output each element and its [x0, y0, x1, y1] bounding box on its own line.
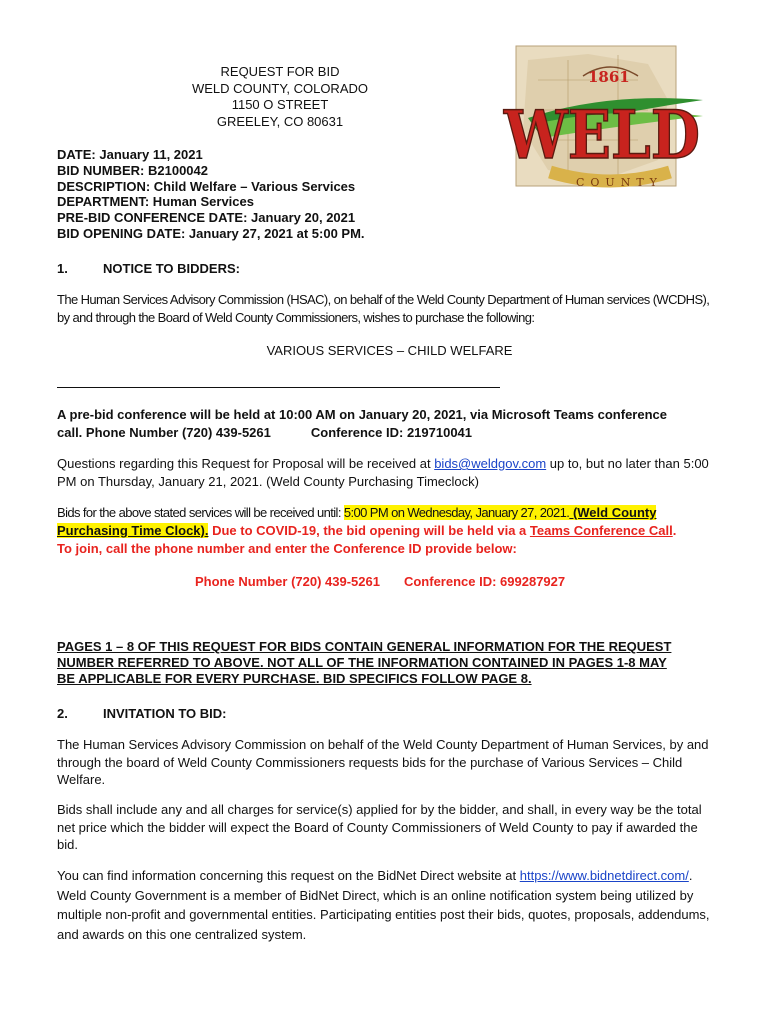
bids-email-link[interactable]: bids@weldgov.com — [434, 456, 547, 471]
header-county: WELD COUNTY, COLORADO — [191, 80, 368, 96]
logo-year: 1861 — [588, 68, 630, 86]
prebid-line-1: A pre-bid conference will be held at 10:00 AM on January 20, 2021, via Microsoft Teams conference — [57, 407, 667, 422]
pages-notice — [57, 639, 722, 687]
prebid-conference-id: Conference ID: 219710041 — [310, 425, 473, 440]
prebid-line-2 — [57, 424, 722, 442]
header-street: 1150 O STREET — [231, 97, 329, 112]
questions-paragraph — [57, 455, 722, 490]
conference-phone: Phone Number (720) 439-5261 — [195, 574, 380, 589]
section-1-number: 1. — [57, 261, 68, 276]
bidnet-link[interactable]: https://www.bidnetdirect.com/ — [519, 868, 689, 883]
section-2-heading — [57, 706, 227, 721]
pages-notice-line-3: BE APPLICABLE FOR EVERY PURCHASE. BID SPECIFICS FOLLOW PAGE 8. — [57, 671, 532, 686]
logo-name: WELD — [503, 96, 700, 174]
questions-text-end: up to, but no later than 5:00 PM on Thursday, January 21, 2021. (Weld County Purchasing Timeclock) — [57, 456, 709, 489]
bid-date: DATE: January 11, 2021 — [57, 147, 203, 162]
join-instructions: To join, call the phone number and enter the Conference ID provide below: — [57, 541, 517, 556]
questions-text: Questions regarding this Request for Proposal will be received at — [57, 456, 435, 471]
bid-opening-date: BID OPENING DATE: January 27, 2021 at 5:00 PM. — [57, 225, 365, 241]
pages-notice-line-1: PAGES 1 – 8 OF THIS REQUEST FOR BIDS CONTAIN GENERAL INFORMATION FOR THE REQUEST — [57, 639, 672, 654]
header-title: REQUEST FOR BID — [220, 64, 340, 79]
notice-paragraph: The Human Services Advisory Commission (HSAC), on behalf of the Weld County Department of Human services (WCDHS), by and through the Board of Weld County Commissioners, wishes to purchase the following: — [57, 292, 710, 325]
weld-county-logo — [498, 40, 708, 195]
covid-notice-end: . — [672, 522, 677, 538]
bid-number: BID NUMBER: B2100042 — [57, 162, 208, 178]
pages-notice-line-2: NUMBER REFERRED TO ABOVE. NOT ALL OF THE INFORMATION CONTAINED IN PAGES 1-8 MAY — [57, 655, 667, 670]
teams-call-link[interactable]: Teams Conference Call — [529, 522, 673, 538]
logo-county: COUNTY — [576, 176, 663, 189]
pre-bid-date: PRE-BID CONFERENCE DATE: January 20, 2021 — [57, 210, 356, 226]
bidnet-text: You can find information concerning this request on the BidNet Direct website at — [57, 868, 520, 883]
section-2-title: INVITATION TO BID: — [103, 706, 227, 721]
bid-meta — [57, 147, 365, 242]
bids-deadline-highlight: 5:00 PM on Wednesday, January 27, 2021. — [343, 505, 570, 520]
bid-description: DESCRIPTION: Child Welfare – Various Services — [57, 178, 356, 194]
bidnet-text-end: . Weld County Government is a member of BidNet Direct, which is an online notification system being utilized by multiple non-profit and governmental entities. Participating entities post their bids, quotes, proposals, addendums, and awards on this one centralized system. — [57, 868, 710, 942]
section-2-number: 2. — [57, 706, 68, 721]
invitation-paragraph-3 — [57, 866, 722, 944]
invitation-paragraph-2: Bids shall include any and all charges for service(s) applied for by the bidder, and shall, in every way be the total net price which the bidder will expect the Board of County Commissioners of Weld County to pay if awarded the bid. — [57, 802, 702, 852]
bids-deadline-text: Bids for the above stated services will be received until: — [57, 505, 344, 520]
purchasing-time-clock: (Weld County Purchasing Time Clock). — [57, 505, 657, 538]
invitation-paragraph-1: The Human Services Advisory Commission on behalf of the Weld County Department of Human Services, by and through the board of Weld County Commissioners requests bids for the purchase of Various Services – Child Welfare. — [57, 737, 709, 787]
prebid-notice — [57, 406, 722, 442]
prebid-phone: call. Phone Number (720) 439-5261 — [57, 425, 271, 440]
bids-deadline-paragraph — [57, 504, 722, 558]
conference-id: Conference ID: 699287927 — [403, 574, 566, 589]
document-header — [130, 64, 430, 130]
conference-details — [195, 574, 565, 589]
header-city: GREELEY, CO 80631 — [216, 113, 344, 129]
bid-department: DEPARTMENT: Human Services — [57, 194, 254, 210]
section-1-heading — [57, 261, 240, 276]
divider-line — [57, 387, 500, 388]
covid-notice: Due to COVID-19, the bid opening will be held via a — [208, 522, 530, 538]
subject-line: VARIOUS SERVICES – CHILD WELFARE — [266, 343, 513, 358]
section-1-title: NOTICE TO BIDDERS: — [103, 261, 240, 276]
